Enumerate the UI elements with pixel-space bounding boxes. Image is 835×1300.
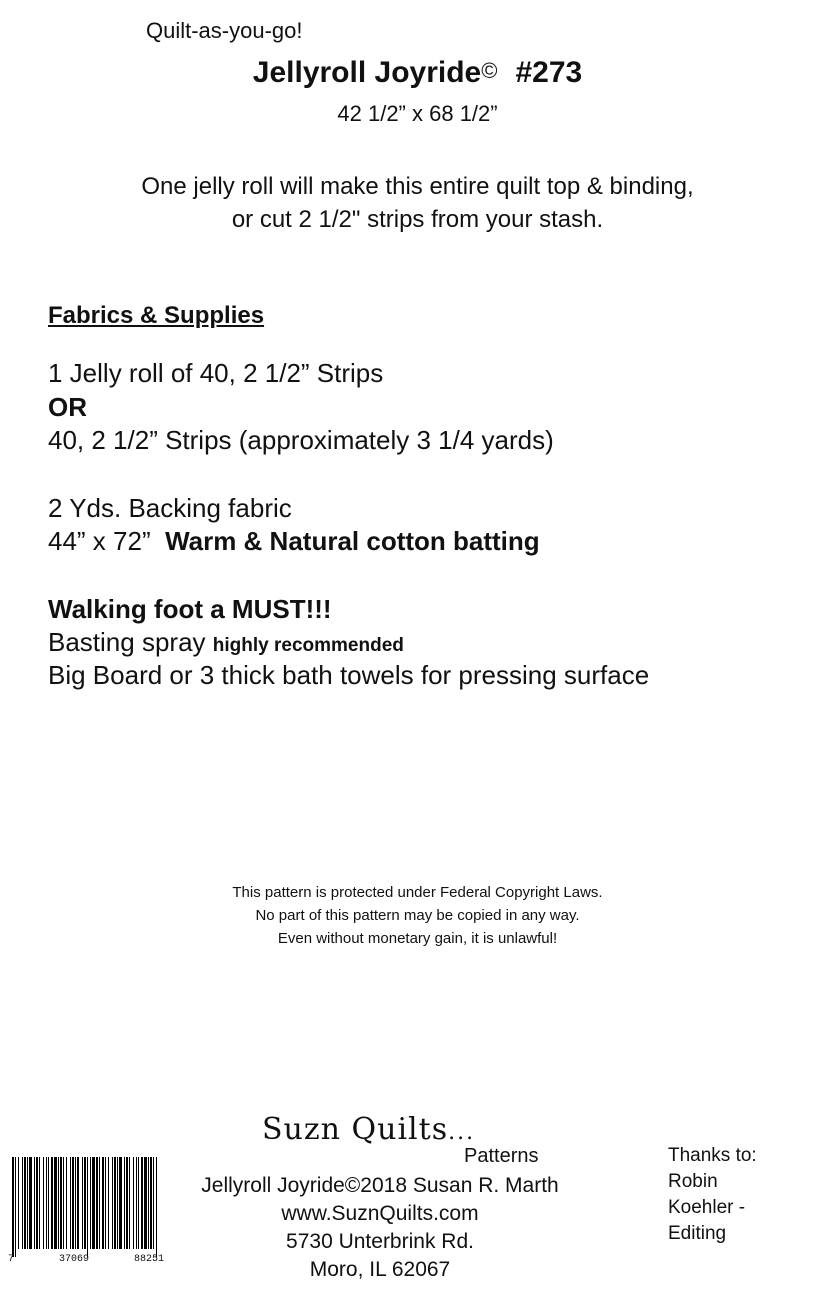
barcode-bar: [144, 1157, 147, 1249]
supplies-heading: Fabrics & Supplies: [48, 302, 265, 329]
legal-line-1: This pattern is protected under Federal Copyright Laws.: [232, 884, 603, 901]
barcode-bar: [66, 1157, 67, 1249]
barcode-bar: [150, 1157, 152, 1249]
walking-foot-note: Walking foot a MUST!!!: [48, 594, 332, 624]
title-text: Jellyroll Joyride: [252, 56, 482, 89]
barcode-bar: [15, 1157, 16, 1257]
copyright-symbol: ©: [481, 58, 498, 83]
barcode-bar: [70, 1157, 71, 1249]
barcode-bar: [136, 1157, 137, 1249]
batting-size: 44” x 72”: [48, 526, 151, 556]
footer-copyright: Jellyroll Joyride©2018 Susan R. Marth: [201, 1174, 559, 1197]
barcode-bar: [72, 1157, 74, 1249]
barcode-bar: [126, 1157, 128, 1249]
barcode-bar: [153, 1157, 154, 1249]
basting-label: Basting spray: [48, 627, 206, 657]
barcode-bar: [99, 1157, 100, 1249]
batting-name: Warm & Natural cotton batting: [165, 526, 540, 556]
barcode-bars: [10, 1157, 162, 1257]
supply-backing: 2 Yds. Backing fabric: [48, 493, 292, 523]
barcode-digit-group: 7: [8, 1254, 15, 1265]
barcode-bar: [75, 1157, 76, 1249]
barcode-bar: [36, 1157, 38, 1249]
publisher-info: [180, 1172, 580, 1284]
intro-line-1: One jelly roll will make this entire quilt top & binding,: [141, 173, 694, 200]
barcode-bar: [92, 1157, 95, 1249]
barcode-bar: [63, 1157, 64, 1249]
barcode-bar: [112, 1157, 113, 1249]
supply-batting: [48, 526, 540, 557]
intro-text: [0, 170, 835, 236]
barcode-bar: [54, 1157, 57, 1249]
barcode-bar: [48, 1157, 49, 1249]
barcode-bar: [46, 1157, 47, 1249]
barcode-bar: [156, 1157, 157, 1257]
barcode-bar: [27, 1157, 28, 1249]
legal-line-3: Even without monetary gain, it is unlawful!: [277, 930, 558, 947]
thanks-name: Robin Koehler -: [668, 1171, 746, 1218]
brand-subtitle: Patterns: [464, 1145, 539, 1167]
barcode-bar: [58, 1157, 59, 1249]
barcode-bar: [60, 1157, 62, 1249]
footer-city: Moro, IL 62067: [309, 1258, 451, 1281]
tagline: Quilt-as-you-go!: [146, 18, 303, 43]
barcode-bar: [133, 1157, 134, 1249]
brand-logo: [262, 1112, 475, 1147]
supply-pressing: Big Board or 3 thick bath towels for pressing surface: [48, 660, 650, 690]
barcode-digit-group: 88251: [133, 1254, 164, 1265]
barcode-digits: [8, 1254, 164, 1265]
thanks-label: Thanks to:: [668, 1145, 757, 1166]
thanks-block: [668, 1143, 778, 1247]
brand-name: Suzn Quilts: [262, 1112, 449, 1147]
supply-basting: [48, 627, 404, 658]
barcode-bar: [77, 1157, 79, 1249]
supply-strips: 40, 2 1/2” Strips (approximately 3 1/4 yards): [48, 425, 554, 455]
barcode-bar: [108, 1157, 109, 1249]
footer-website: www.SuznQuilts.com: [281, 1202, 479, 1225]
barcode-bar: [43, 1157, 44, 1249]
legal-line-2: No part of this pattern may be copied in any way.: [255, 907, 580, 924]
barcode-bar: [82, 1157, 83, 1249]
barcode-bar: [141, 1157, 143, 1249]
barcode-bar: [124, 1157, 125, 1249]
barcode-bar: [119, 1157, 122, 1249]
barcode-bar: [24, 1157, 26, 1249]
barcode-bar: [105, 1157, 106, 1249]
supply-jelly-roll: 1 Jelly roll of 40, 2 1/2” Strips: [48, 358, 384, 388]
footer-street: 5730 Unterbrink Rd.: [286, 1230, 474, 1253]
barcode-bar: [96, 1157, 98, 1249]
barcode-bar: [90, 1157, 91, 1249]
barcode-bar: [102, 1157, 104, 1249]
pattern-number: #273: [515, 56, 583, 89]
barcode-bar: [22, 1157, 23, 1249]
thanks-role: Editing: [668, 1223, 727, 1244]
pattern-title: [0, 56, 835, 90]
barcode-bar: [34, 1157, 35, 1249]
barcode-bar: [138, 1157, 139, 1249]
barcode-bar: [148, 1157, 149, 1249]
copyright-notice: [0, 881, 835, 950]
intro-line-2: or cut 2 1/2" strips from your stash.: [231, 206, 604, 233]
basting-note: highly recommended: [212, 635, 404, 656]
barcode-digit-group: 37069: [58, 1254, 89, 1265]
barcode-bar: [39, 1157, 40, 1249]
barcode-bar: [12, 1157, 14, 1257]
barcode-bar: [84, 1157, 86, 1249]
barcode-bar: [29, 1157, 32, 1249]
barcode-bar: [51, 1157, 53, 1249]
barcode-bar: [87, 1157, 88, 1257]
brand-dots: ...: [448, 1120, 476, 1145]
barcode-bar: [117, 1157, 118, 1249]
supply-or: OR: [48, 392, 87, 422]
barcode-bar: [114, 1157, 116, 1249]
quilt-size: 42 1/2” x 68 1/2”: [337, 101, 498, 126]
barcode-bar: [18, 1157, 19, 1249]
barcode-bar: [129, 1157, 130, 1249]
